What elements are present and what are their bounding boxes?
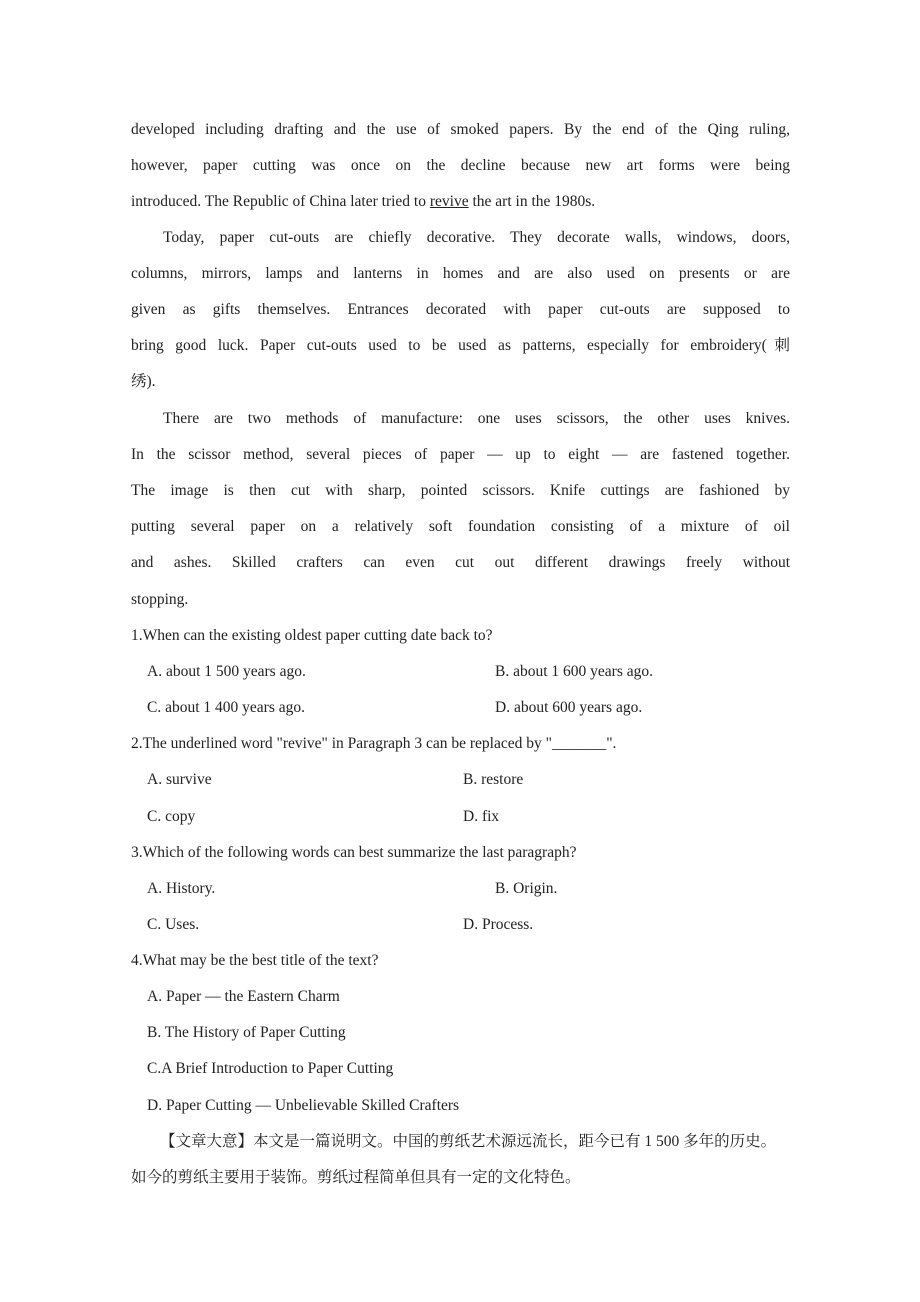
option: A. History. bbox=[147, 880, 216, 897]
passage-line: In the scissor method, several pieces of paper — up to eight — are fastened together. bbox=[131, 446, 790, 463]
question-stem: 4.What may be the best title of the text? bbox=[131, 952, 379, 969]
passage-line: putting several paper on a relatively soft foundation consisting of a mixture of oil bbox=[131, 518, 790, 535]
summary-line: 如今的剪纸主要用于装饰。剪纸过程简单但具有一定的文化特色。 bbox=[131, 1169, 581, 1186]
passage-line: Today, paper cut-outs are chiefly decorative. They decorate walls, windows, doors, bbox=[163, 229, 790, 246]
passage-line: 绣). bbox=[131, 373, 156, 390]
option: B. about 1 600 years ago. bbox=[495, 663, 653, 680]
option: C.A Brief Introduction to Paper Cutting bbox=[147, 1060, 394, 1077]
passage-line: columns, mirrors, lamps and lanterns in homes and are also used on presents or are bbox=[131, 265, 790, 282]
question-stem: 2.The underlined word "revive" in Paragraph 3 can be replaced by "_______". bbox=[131, 735, 617, 752]
underlined-word: revive bbox=[429, 193, 469, 210]
option: B. Origin. bbox=[495, 880, 558, 897]
option: B. The History of Paper Cutting bbox=[147, 1024, 346, 1041]
passage-line: There are two methods of manufacture: one uses scissors, the other uses knives. bbox=[163, 410, 790, 427]
option: D. fix bbox=[463, 808, 500, 825]
option: D. Process. bbox=[463, 916, 534, 933]
passage-line bbox=[131, 192, 790, 212]
passage-line: stopping. bbox=[131, 591, 189, 608]
passage-line: bring good luck. Paper cut-outs used to be used as patterns, especially for embroidery(刺 bbox=[131, 337, 790, 354]
option: A. survive bbox=[147, 771, 212, 788]
passage-line: The image is then cut with sharp, pointed scissors. Knife cuttings are fashioned by bbox=[131, 482, 790, 499]
option: C. Uses. bbox=[147, 916, 200, 933]
option: C. about 1 400 years ago. bbox=[147, 699, 305, 716]
summary-line: 【文章大意】本文是一篇说明文。中国的剪纸艺术源远流长，距今已有 1 500 多年的历史。 bbox=[160, 1133, 777, 1150]
passage-line: developed including drafting and the use of smoked papers. By the end of the Qing ruling, bbox=[131, 121, 790, 138]
question-stem: 1.When can the existing oldest paper cutting date back to? bbox=[131, 627, 493, 644]
option: A. Paper — the Eastern Charm bbox=[147, 988, 340, 1005]
passage-line: given as gifts themselves. Entrances decorated with paper cut-outs are supposed to bbox=[131, 301, 790, 318]
question-stem: 3.Which of the following words can best summarize the last paragraph? bbox=[131, 844, 577, 861]
option: C. copy bbox=[147, 808, 196, 825]
option: D. Paper Cutting — Unbelievable Skilled Crafters bbox=[147, 1097, 460, 1114]
option: B. restore bbox=[463, 771, 524, 788]
passage-line: and ashes. Skilled crafters can even cut out different drawings freely without bbox=[131, 554, 790, 571]
passage-line: however, paper cutting was once on the decline because new art forms were being bbox=[131, 157, 790, 174]
option: D. about 600 years ago. bbox=[495, 699, 643, 716]
text: the art in the 1980s. bbox=[468, 193, 596, 210]
option: A. about 1 500 years ago. bbox=[147, 663, 306, 680]
text: introduced. The Republic of China later tried to bbox=[131, 193, 430, 210]
